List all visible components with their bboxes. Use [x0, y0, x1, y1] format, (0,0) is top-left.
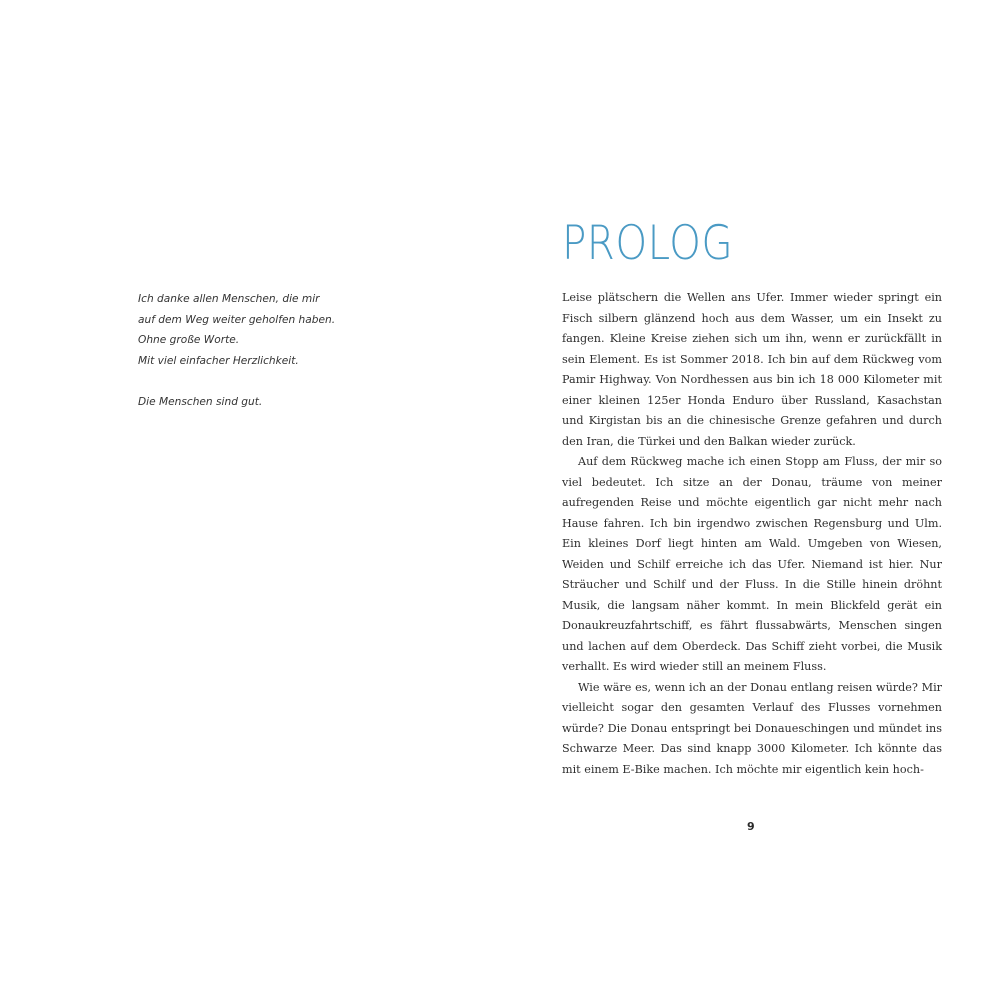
- dedication-line: Mit viel einfacher Herzlichkeit.: [138, 354, 299, 367]
- right-page: [492, 0, 984, 984]
- chapter-title: PROLOG: [562, 216, 734, 271]
- paragraph: Wie wäre es, wenn ich an der Donau entlang reisen würde? Mir vielleicht sogar den gesamten Verlauf des Flusses vornehmen würde? Die Donau entspringt bei Donaueschingen und mündet ins Schwarze Meer. Das sind knapp 3000 Kilometer. Ich könnte das mit einem E-Bike machen. Ich möchte mir eigentlich kein hoch-: [562, 680, 942, 776]
- paragraph: Leise plätschern die Wellen ans Ufer. Immer wieder springt ein Fisch silbern glänzend hoch aus dem Wasser, um ein Insekt zu fangen. Kleine Kreise ziehen sich um ihn, wenn er zurückfällt in sein Element. Es ist Sommer 2018. Ich bin auf dem Rückweg vom Pamir Highway. Von Nordhessen aus bin ich 18 000 Kilometer mit einer kleinen 125er Honda Enduro über Russland, Kasachstan und Kirgistan bis an die chinesische Grenze gefahren und durch den Iran, die Türkei und den Balkan wieder zurück.: [562, 291, 942, 448]
- dedication-closing: Die Menschen sind gut.: [138, 395, 263, 408]
- dedication: [138, 289, 438, 412]
- paragraph: Auf dem Rückweg mache ich einen Stopp am Fluss, der mir so viel bedeutet. Ich sitze an der Donau, träume von meiner aufregenden Reise und möchte eigentlich gar nicht mehr nach Hause fahren. Ich bin irgendwo zwischen Regensburg und Ulm. Ein kleines Dorf liegt hinten am Wald. Umgeben von Wiesen, Weiden und Schilf erreiche ich das Ufer. Niemand ist hier. Nur Sträucher und Schilf und der Fluss. In die Stille hinein dröhnt Musik, die langsam näher kommt. In mein Blickfeld gerät ein Donaukreuzfahrtschiff, es fährt flussabwärts, Menschen singen und lachen auf dem Oberdeck. Das Schiff zieht vorbei, die Musik verhallt. Es wird wieder still an meinem Fluss.: [562, 455, 942, 673]
- dedication-line: auf dem Weg weiter geholfen haben.: [138, 313, 336, 326]
- dedication-line: Ohne große Worte.: [138, 334, 240, 346]
- dedication-line: Ich danke allen Menschen, die mir: [138, 293, 320, 305]
- body-text: [562, 288, 942, 780]
- page-number: 9: [747, 820, 755, 833]
- dedication-spacer: [138, 371, 438, 392]
